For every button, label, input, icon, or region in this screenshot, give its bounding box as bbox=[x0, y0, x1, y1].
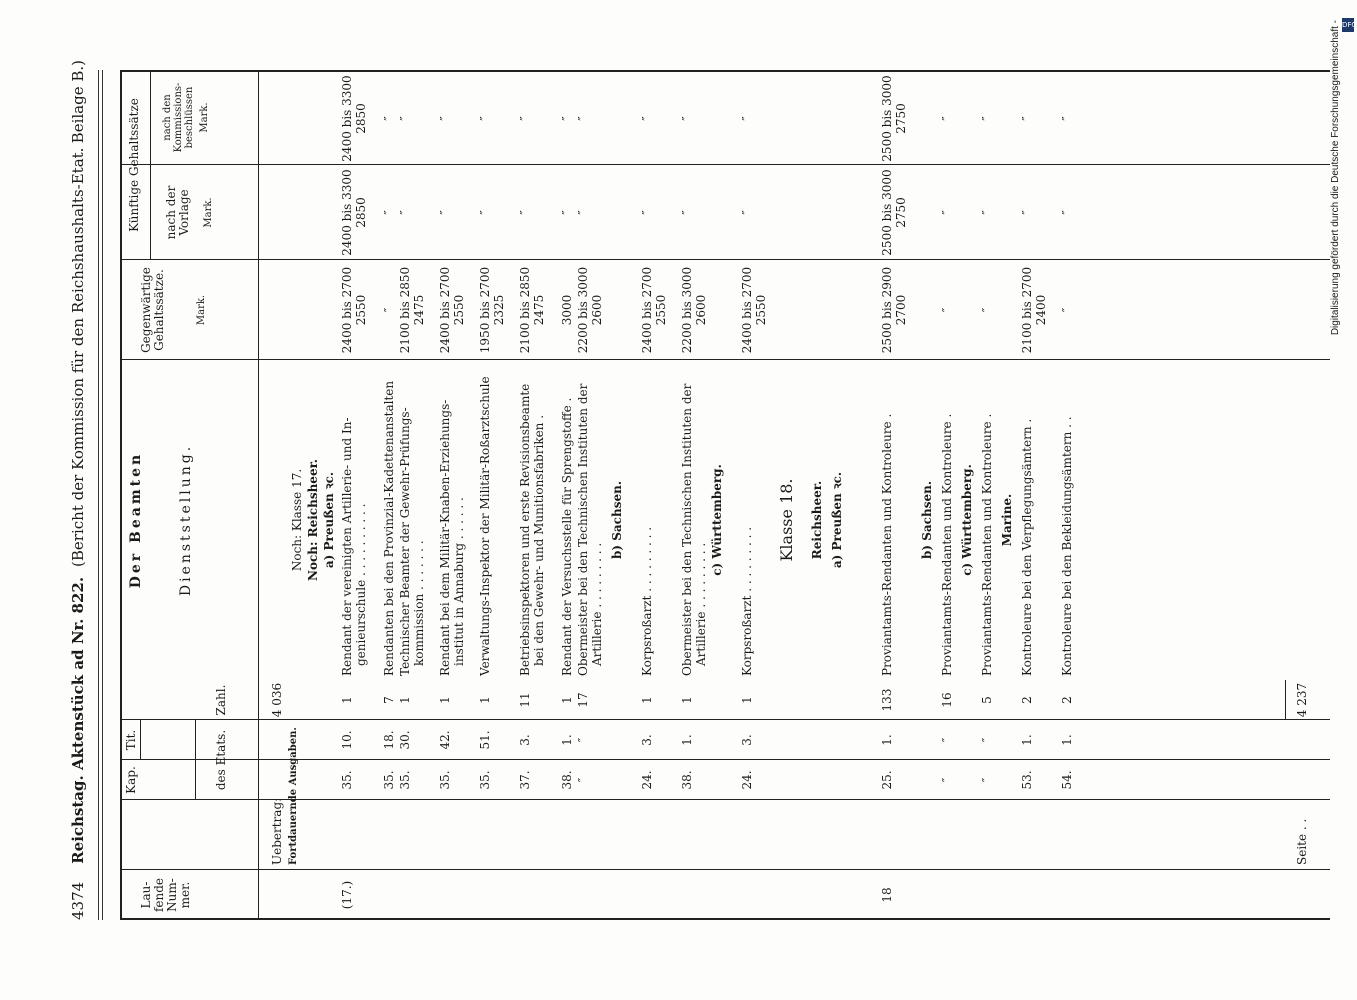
zahl-split-rule bbox=[140, 720, 141, 760]
row-text: Verwaltungs-Inspektor der Militär-Roßarztschule bbox=[478, 376, 492, 676]
fortdauernde-1: Fortdauernde bbox=[288, 788, 299, 865]
row-gegen: ″ bbox=[1060, 307, 1074, 313]
row-text: Korpsroßarzt . . . . . . . . . bbox=[740, 526, 754, 676]
row-vorlage: ″ bbox=[576, 210, 590, 215]
row-zahl: 1 bbox=[560, 696, 574, 704]
row-text: Technischer Beamter der Gewehr-Prüfungs- bbox=[398, 407, 412, 676]
row-kap: ″ bbox=[940, 777, 954, 783]
row-gegen: 2400 bis 2700 bbox=[340, 266, 354, 354]
vorlage-mark: Mark. bbox=[203, 197, 214, 228]
row-tit: ″ bbox=[980, 737, 994, 743]
row-tit: 1. bbox=[1060, 734, 1074, 746]
row-tit: 51. bbox=[478, 730, 492, 750]
row-komm: ″ bbox=[398, 116, 412, 121]
row-gegen-mid: 2550 bbox=[754, 294, 768, 326]
row-gegen: 2400 bis 2700 bbox=[438, 266, 452, 354]
row-zahl: 1 bbox=[478, 696, 492, 704]
row-text: Proviantamts-Rendanten und Kontroleure . bbox=[980, 413, 994, 676]
col-dienst-header: Dienststellung. bbox=[178, 443, 194, 597]
row-tit: ″ bbox=[940, 737, 954, 743]
table-right-rule bbox=[120, 70, 1330, 72]
lfd-h3: Num- bbox=[165, 878, 179, 912]
section17-sub: Noch: Reichsheer. bbox=[306, 459, 320, 581]
row-text: Proviantamts-Rendanten und Kontroleure . bbox=[880, 413, 894, 676]
row-vorlage: 2500 bis 3000 bbox=[880, 169, 894, 256]
row-vorlage-mid: 2850 bbox=[354, 197, 368, 228]
row-tit: 42. bbox=[438, 730, 452, 750]
row-zahl: 2 bbox=[1060, 696, 1074, 704]
row-gegen: 2200 bis 3000 bbox=[680, 266, 694, 354]
row-komm: ″ bbox=[940, 116, 954, 121]
row-zahl: 1 bbox=[640, 696, 654, 704]
section17-a: a) Preußen ꝛc. bbox=[322, 471, 336, 569]
row-text: Obermeister bei den Technischen Instituten der bbox=[576, 383, 590, 676]
row-gegen-mid: 2550 bbox=[354, 294, 368, 326]
row-vorlage: ″ bbox=[740, 210, 754, 215]
row-zahl: 5 bbox=[980, 696, 994, 704]
row-gegen-mid: 2600 bbox=[590, 294, 604, 326]
row-gegen: ″ bbox=[382, 307, 396, 313]
page-number: 4374 bbox=[69, 881, 87, 920]
row-gegen-mid: 2700 bbox=[894, 294, 908, 326]
row-tit: 1. bbox=[880, 734, 894, 746]
row-gegen-mid: 2550 bbox=[452, 294, 466, 326]
row-vorlage: ″ bbox=[680, 210, 694, 215]
dfg-logo: DFG bbox=[1342, 18, 1354, 32]
row-kap: ″ bbox=[576, 777, 590, 783]
row-komm: ″ bbox=[560, 116, 574, 121]
row-komm: ″ bbox=[478, 116, 492, 121]
table-top-rule bbox=[120, 70, 122, 920]
row-kap: 24. bbox=[640, 770, 654, 790]
footer-label: Seite . . bbox=[1295, 818, 1309, 865]
section17-b: b) Sachsen. bbox=[610, 481, 624, 560]
gegen-h2: Gehaltssätze. bbox=[152, 269, 166, 351]
section18-b: b) Sachsen. bbox=[920, 481, 934, 560]
row-vorlage: ″ bbox=[382, 210, 396, 215]
row-tit: 3. bbox=[740, 734, 754, 746]
header-title: Reichstag. Aktenstück ad Nr. 822. bbox=[69, 576, 87, 864]
row-gegen-mid: 2600 bbox=[694, 294, 708, 326]
sum-rule bbox=[1285, 680, 1286, 720]
row-komm: ″ bbox=[438, 116, 452, 121]
section18-marine: Marine. bbox=[1000, 493, 1014, 547]
row-text: Rendant bei dem Militär-Knaben-Erziehungs- bbox=[438, 399, 452, 676]
row-kap: 35. bbox=[438, 770, 452, 790]
row-zahl: 7 bbox=[382, 696, 396, 704]
col-kap-header: Kap. bbox=[124, 766, 138, 794]
lfd-h4: mer. bbox=[178, 881, 192, 909]
row-text-cont: genieurschule . . . . . . . . . . bbox=[354, 503, 368, 666]
row-text-cont: institut in Annaburg . . . . . . bbox=[452, 497, 466, 666]
row-vorlage: ″ bbox=[1020, 210, 1034, 215]
row-vorlage: ″ bbox=[438, 210, 452, 215]
col-vorlage-header bbox=[165, 165, 214, 260]
row-komm: ″ bbox=[382, 116, 396, 121]
row-kap: 38. bbox=[680, 770, 694, 790]
row-gegen: ″ bbox=[980, 307, 994, 313]
row-gegen-mid: 2400 bbox=[1034, 294, 1048, 326]
col-zahl-header: Zahl. bbox=[214, 684, 228, 716]
row-gegen: 2400 bis 2700 bbox=[640, 266, 654, 354]
vorlage-h1: nach der bbox=[164, 185, 178, 240]
row-komm: ″ bbox=[576, 116, 590, 121]
row-kap: 25. bbox=[880, 770, 894, 790]
row-vorlage: 2400 bis 3300 bbox=[340, 169, 354, 256]
row-vorlage-mid: 2750 bbox=[894, 197, 908, 228]
col-rule-lfd bbox=[120, 869, 1330, 870]
row-tit: 1. bbox=[680, 734, 694, 746]
col-gegen-header bbox=[140, 260, 207, 360]
col-kuenftig-header: Künftige Gehaltssätze bbox=[127, 98, 141, 232]
section17-c: c) Württemberg. bbox=[710, 464, 724, 576]
row-kap: 38. bbox=[560, 770, 574, 790]
carry-zahl: 4 036 bbox=[270, 682, 284, 718]
row-lfd: (17.) bbox=[340, 880, 354, 910]
row-gegen: 2100 bis 2700 bbox=[1020, 266, 1034, 354]
row-tit: 10. bbox=[340, 730, 354, 750]
row-tit: 1. bbox=[1020, 734, 1034, 746]
kuenftig-split-rule bbox=[150, 70, 151, 260]
header-rule bbox=[98, 70, 103, 920]
vorlage-h2: Vorlage bbox=[177, 189, 191, 236]
row-komm: ″ bbox=[1020, 116, 1034, 121]
section18-a: a) Preußen ꝛc. bbox=[830, 471, 844, 569]
section18-sub: Reichsheer. bbox=[810, 480, 824, 560]
kap-split-rule bbox=[195, 720, 196, 800]
row-zahl: 2 bbox=[1020, 696, 1034, 704]
row-text: Korpsroßarzt . . . . . . . . . bbox=[640, 526, 654, 676]
carry-label: Uebertrag: bbox=[270, 797, 284, 865]
row-text: Kontroleure bei den Verpflegungsämtern . bbox=[1020, 418, 1034, 676]
section18-c: c) Württemberg. bbox=[960, 464, 974, 576]
row-kap: 35. bbox=[382, 770, 396, 790]
row-kap: ″ bbox=[980, 777, 994, 783]
row-gegen-mid: 2550 bbox=[654, 294, 668, 326]
row-komm-mid: 2850 bbox=[354, 103, 368, 134]
row-gegen: 3000 bbox=[560, 294, 574, 326]
row-zahl: 1 bbox=[680, 696, 694, 704]
row-komm: ″ bbox=[640, 116, 654, 121]
komm-h2: Kommissions- bbox=[173, 82, 184, 153]
row-text: Proviantamts-Rendanten und Kontroleure . bbox=[940, 413, 954, 676]
row-gegen: 2100 bis 2850 bbox=[398, 266, 412, 354]
row-kap: 35. bbox=[478, 770, 492, 790]
gegen-mark: Mark. bbox=[196, 294, 207, 326]
row-lfd: 18 bbox=[880, 887, 894, 903]
row-tit: 3. bbox=[640, 734, 654, 746]
col-etats-header: des Etats. bbox=[214, 729, 228, 791]
row-kap: 35. bbox=[398, 770, 412, 790]
komm-h3: beschlüssen bbox=[184, 86, 195, 149]
row-vorlage: ″ bbox=[398, 210, 412, 215]
row-zahl: 17 bbox=[576, 692, 590, 708]
fortdauernde-2: Ausgaben. bbox=[288, 727, 299, 786]
row-gegen: 2400 bis 2700 bbox=[740, 266, 754, 354]
header-bottom-rule bbox=[258, 70, 259, 920]
row-komm: ″ bbox=[680, 116, 694, 121]
row-vorlage: ″ bbox=[560, 210, 574, 215]
row-text: Rendant der vereinigten Artillerie- und In- bbox=[340, 417, 354, 676]
row-gegen: 2200 bis 3000 bbox=[576, 266, 590, 354]
row-komm-mid: 2750 bbox=[894, 103, 908, 134]
row-kap: 53. bbox=[1020, 770, 1034, 790]
row-kap: 35. bbox=[340, 770, 354, 790]
col-rule-vorlage bbox=[120, 164, 1330, 165]
row-zahl: 1 bbox=[340, 696, 354, 704]
row-vorlage: ″ bbox=[940, 210, 954, 215]
col-tit-header: Tit. bbox=[124, 729, 138, 751]
row-vorlage: ″ bbox=[980, 210, 994, 215]
row-vorlage: ″ bbox=[1060, 210, 1074, 215]
col-rule-tit bbox=[120, 759, 1330, 760]
col-rule-kap bbox=[120, 799, 1330, 800]
row-text-cont: Artillerie . . . . . . . . . bbox=[590, 542, 604, 666]
row-text-cont: Artillerie . . . . . . . . . bbox=[694, 542, 708, 666]
row-gegen: 2500 bis 2900 bbox=[880, 266, 894, 354]
row-tit: 18. bbox=[382, 730, 396, 750]
fortdauernde-label bbox=[288, 727, 299, 865]
row-komm: ″ bbox=[1060, 116, 1074, 121]
row-vorlage: ″ bbox=[640, 210, 654, 215]
row-gegen: ″ bbox=[940, 307, 954, 313]
komm-mark: Mark. bbox=[199, 102, 210, 133]
col-rule-zahl bbox=[120, 719, 1330, 720]
row-zahl: 11 bbox=[518, 692, 532, 708]
row-tit: 3. bbox=[518, 734, 532, 746]
col-lfd-header bbox=[140, 870, 192, 920]
row-kap: 37. bbox=[518, 770, 532, 790]
row-text: Betriebsinspektoren und erste Revisionsbeamte bbox=[518, 383, 532, 676]
row-text-cont: kommission . . . . . . . bbox=[412, 540, 426, 666]
header-subtitle: (Bericht der Kommission für den Reichshaushalts-Etat. bbox=[69, 147, 87, 567]
page-header bbox=[60, 60, 96, 920]
rotated-page bbox=[60, 60, 1340, 960]
row-komm: ″ bbox=[740, 116, 754, 121]
header-supplement: Beilage B.) bbox=[69, 60, 87, 144]
col-komm-header bbox=[162, 70, 210, 165]
lfd-h1: Lau- bbox=[139, 881, 153, 909]
footer-zahl: 4 237 bbox=[1295, 682, 1309, 718]
gegen-h1: Gegenwärtige bbox=[139, 267, 153, 353]
row-kap: 54. bbox=[1060, 770, 1074, 790]
section18-title: Klasse 18. bbox=[777, 478, 796, 562]
row-gegen: 1950 bis 2700 bbox=[478, 266, 492, 354]
row-kap: 24. bbox=[740, 770, 754, 790]
row-komm: 2500 bis 3000 bbox=[880, 75, 894, 162]
row-text: Rendant der Versuchsstelle für Sprengstoffe . bbox=[560, 397, 574, 676]
row-text: Kontroleure bei den Bekleidungsämtern . . bbox=[1060, 416, 1074, 676]
row-vorlage: ″ bbox=[478, 210, 492, 215]
col-beamten-header: Der Beamten bbox=[128, 451, 144, 589]
row-gegen: 2100 bis 2850 bbox=[518, 266, 532, 354]
row-tit: ″ bbox=[576, 737, 590, 743]
row-zahl: 1 bbox=[740, 696, 754, 704]
row-tit: 30. bbox=[398, 730, 412, 750]
row-komm: ″ bbox=[980, 116, 994, 121]
section17-title: Noch: Klasse 17. bbox=[290, 468, 304, 572]
row-vorlage: ″ bbox=[518, 210, 532, 215]
komm-h1: nach den bbox=[162, 94, 173, 141]
row-tit: 1. bbox=[560, 734, 574, 746]
row-gegen-mid: 2325 bbox=[492, 294, 506, 326]
row-zahl: 1 bbox=[438, 696, 452, 704]
row-zahl: 133 bbox=[880, 688, 894, 712]
row-zahl: 16 bbox=[940, 692, 954, 708]
row-komm: ″ bbox=[518, 116, 532, 121]
row-komm: 2400 bis 3300 bbox=[340, 75, 354, 162]
col-rule-gegen bbox=[120, 259, 1330, 260]
row-text-cont: bei den Gewehr- und Munitionsfabriken . bbox=[532, 414, 546, 666]
row-text: Rendanten bei den Provinzial-Kadettenanstalten bbox=[382, 380, 396, 676]
row-text: Obermeister bei den Technischen Instituten der bbox=[680, 383, 694, 676]
row-gegen-mid: 2475 bbox=[532, 294, 546, 326]
table-left-rule bbox=[120, 918, 1330, 920]
salary-table bbox=[120, 70, 1330, 920]
lfd-h2: fende bbox=[152, 877, 166, 913]
row-gegen-mid: 2475 bbox=[412, 294, 426, 326]
side-note: Digitalisierung gefördert durch die Deutsche Forschungsgemeinschaft - bbox=[1330, 20, 1341, 336]
row-zahl: 1 bbox=[398, 696, 412, 704]
